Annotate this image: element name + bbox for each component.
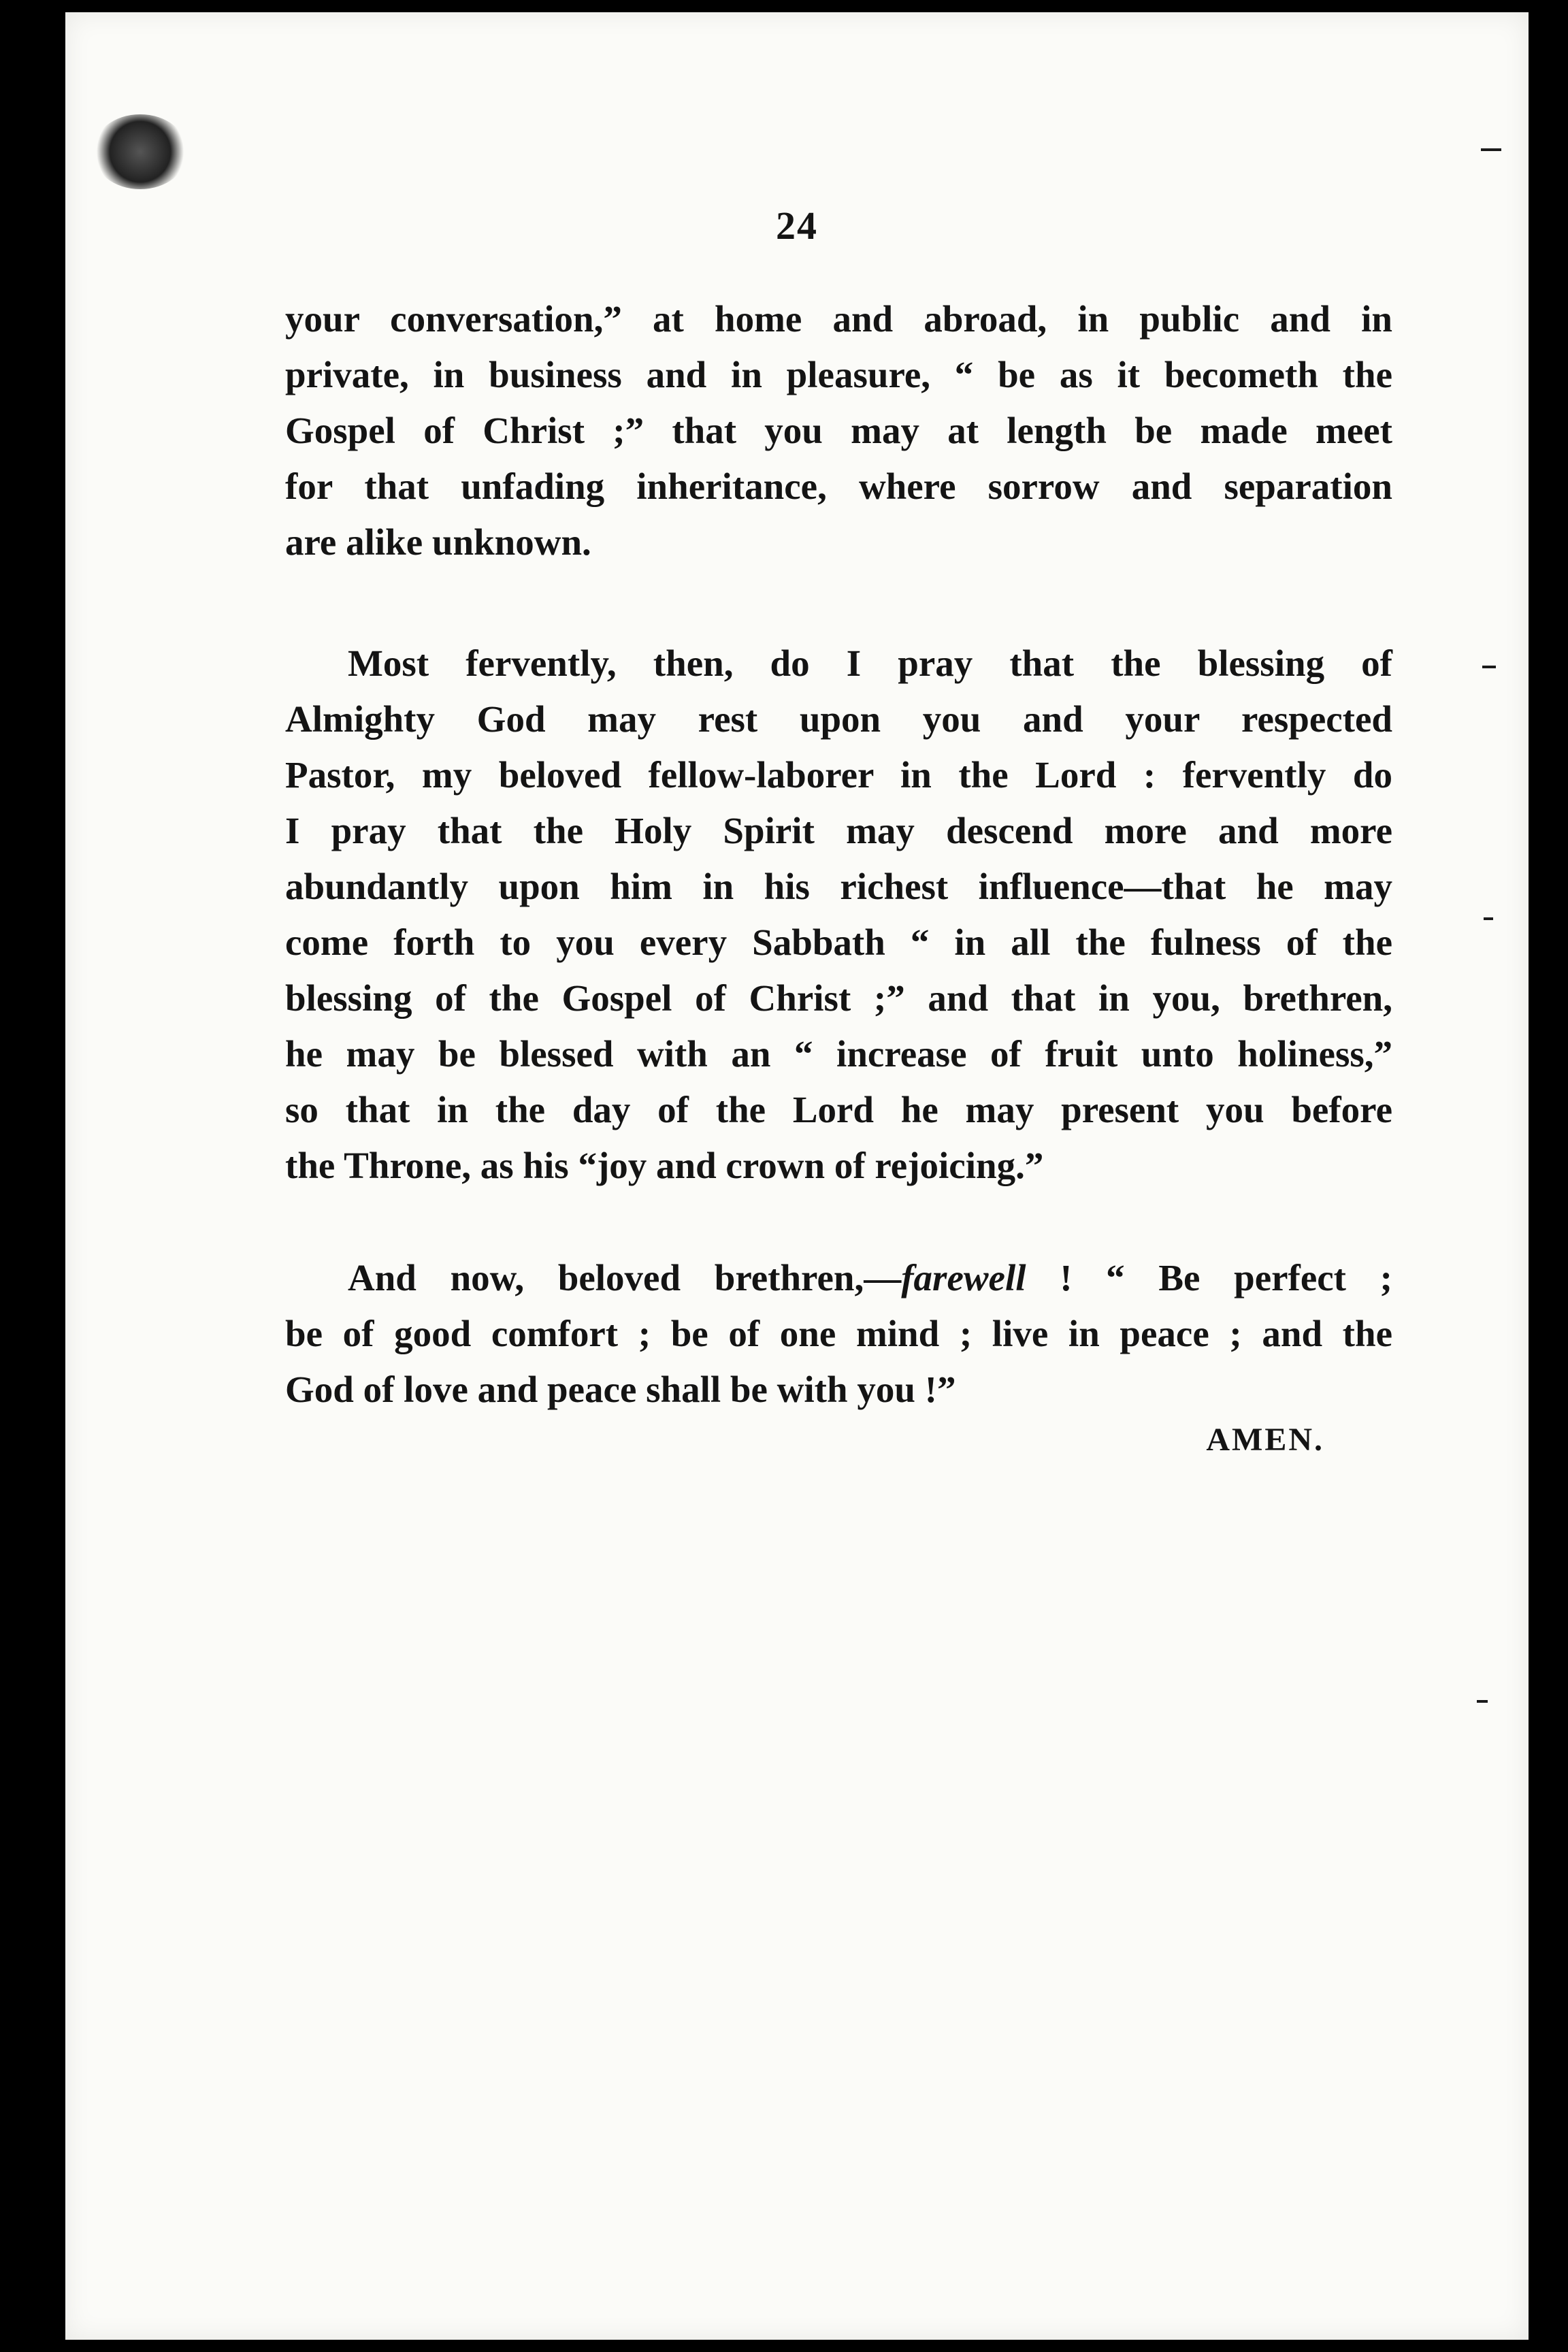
- emphasized-word: farewell: [901, 1257, 1026, 1298]
- text-line: I pray that the Holy Spirit may descend more and more: [285, 810, 1392, 851]
- text-fragment: And now, beloved brethren,—: [348, 1257, 902, 1298]
- edge-mark: [1477, 1700, 1488, 1703]
- text-line: the Throne, as his “joy and crown of rejoicing.”: [285, 1145, 1044, 1186]
- text-line: blessing of the Gospel of Christ ;” and that in you, brethren,: [285, 977, 1392, 1019]
- text-line: your conversation,” at home and abroad, in public and in: [285, 298, 1392, 340]
- text-line: Almighty God may rest upon you and your respected: [285, 698, 1392, 740]
- signoff: AMEN.: [1206, 1422, 1324, 1458]
- edge-mark: [1481, 148, 1501, 151]
- page-number: 24: [776, 203, 818, 248]
- text-line: Gospel of Christ ;” that you may at length be made meet: [285, 410, 1392, 451]
- paragraph-2: [285, 636, 1392, 1194]
- text-line: Most fervently, then, do I pray that the blessing of: [348, 642, 1392, 684]
- text-line: God of love and peace shall be with you !”: [285, 1369, 956, 1410]
- text-line: he may be blessed with an “ increase of fruit unto holiness,”: [285, 1033, 1392, 1075]
- edge-mark: [1482, 666, 1496, 668]
- text-line: so that in the day of the Lord he may present you before: [285, 1089, 1392, 1130]
- paragraph-3: [285, 1250, 1392, 1418]
- text-line: come forth to you every Sabbath “ in all the fulness of the: [285, 921, 1392, 963]
- document-page: [65, 12, 1529, 2340]
- paragraph-1: [285, 291, 1392, 570]
- text-line: [285, 1250, 1392, 1306]
- edge-mark: [1484, 917, 1493, 920]
- text-line: abundantly upon him in his richest influence—that he may: [285, 866, 1392, 907]
- text-line: are alike unknown.: [285, 521, 591, 563]
- text-fragment: ! “ Be perfect ;: [1026, 1257, 1392, 1298]
- text-line: be of good comfort ; be of one mind ; live in peace ; and the: [285, 1313, 1392, 1354]
- ink-blot: [93, 114, 188, 189]
- text-line: Pastor, my beloved fellow-laborer in the Lord : fervently do: [285, 754, 1392, 796]
- text-line: private, in business and in pleasure, “ be as it becometh the: [285, 354, 1392, 395]
- text-line: for that unfading inheritance, where sorrow and separation: [285, 466, 1392, 507]
